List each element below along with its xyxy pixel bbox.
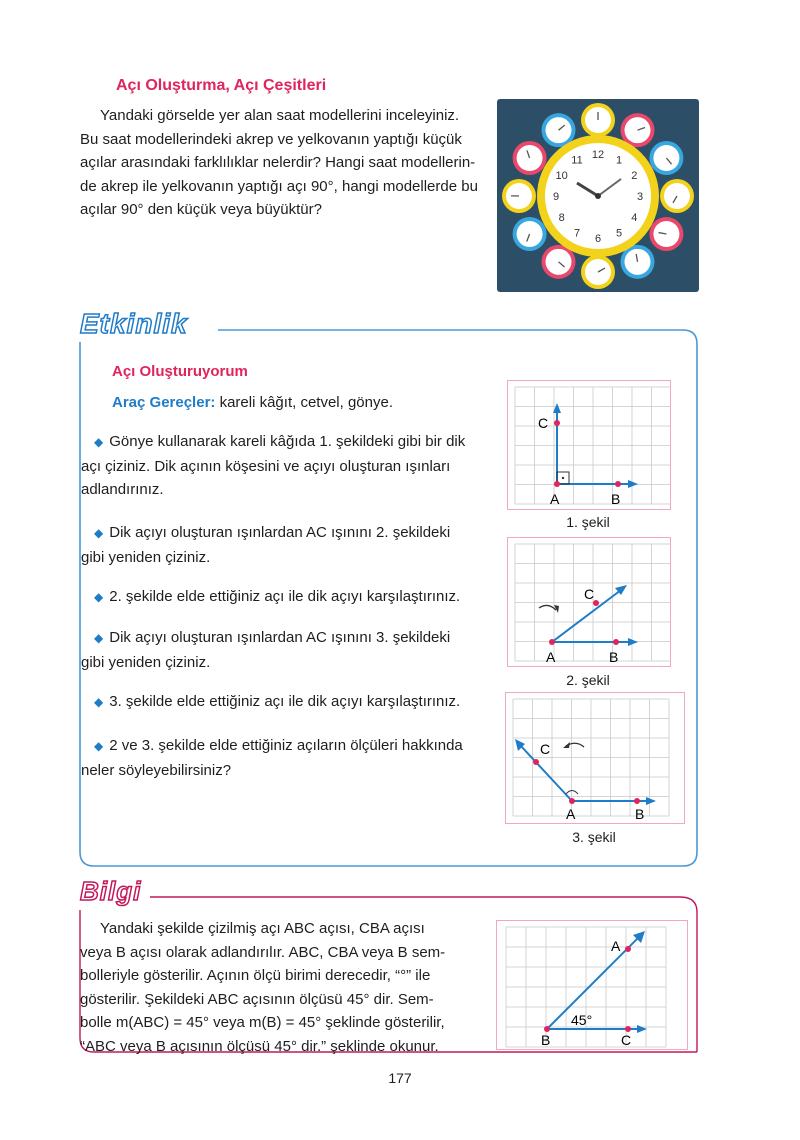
intro-line: Yandaki görselde yer alan saat modellerini inceleyiniz. bbox=[100, 107, 460, 124]
intro-line: Bu saat modellerindeki akrep ve yelkovanın yaptığı küçük bbox=[80, 130, 462, 148]
clock-number: 4 bbox=[631, 212, 638, 224]
tools-value: kareli kâğıt, cetvel, gönye. bbox=[219, 394, 394, 411]
bilgi-line: bolle m(ABC) = 45° veya m(B) = 45° şeklinde gösterilir, bbox=[80, 1014, 445, 1031]
intro-line: açılar arasındaki farklılıklar nelerdir? Hangi saat modellerin- bbox=[80, 154, 476, 171]
clock-number: 12 bbox=[591, 149, 605, 161]
label-c: C bbox=[584, 586, 595, 602]
label-b: B bbox=[541, 1032, 551, 1048]
bilgi-line: gösterilir. Şekildeki ABC açısının ölçüsü 45° dir. Sem- bbox=[80, 990, 434, 1008]
bilgi-line: veya B açısı olarak adlandırılır. ABC, CBA veya B sem- bbox=[80, 943, 446, 961]
bullet-text: 3. şekilde elde ettiğiniz açı ile dik açıyı karşılaştırınız. bbox=[109, 693, 461, 710]
intro-line: açılar 90° den küçük veya büyüktür? bbox=[80, 201, 322, 218]
clock-number: 10 bbox=[555, 170, 568, 182]
arrow-head bbox=[637, 1025, 647, 1033]
diamond-icon: ◆ bbox=[94, 590, 104, 604]
label-a: A bbox=[550, 491, 560, 507]
bilgi-line: bolleriyle gösterilir. Açının ölçü birimi derecedir, “°” ile bbox=[80, 967, 431, 984]
label-b: B bbox=[609, 649, 619, 665]
bullet-text: Gönye kullanarak kareli kâğıda 1. şekildeki gibi bir dik bbox=[109, 433, 466, 450]
bullet-text: Dik açıyı oluşturan ışınlardan AC ışınını 3. şekildeki bbox=[109, 629, 451, 646]
diamond-icon: ◆ bbox=[94, 526, 104, 540]
clock-number: 6 bbox=[594, 233, 602, 245]
label-c: C bbox=[621, 1032, 632, 1048]
bullet-text: gibi yeniden çiziniz. bbox=[81, 548, 211, 566]
etkinlik-header: Etkinlik bbox=[80, 308, 188, 339]
bilgi-line: “ABC veya B açısının ölçüsü 45° dir.” şeklinde okunur. bbox=[80, 1037, 439, 1055]
intro-title: Açı Oluşturma, Açı Çeşitleri bbox=[116, 77, 327, 94]
clock-number: 5 bbox=[615, 227, 623, 240]
diamond-icon: ◆ bbox=[94, 695, 104, 709]
bullet-text: Dik açıyı oluşturan ışınlardan AC ışınını 2. şekildeki bbox=[109, 524, 451, 541]
diamond-icon: ◆ bbox=[94, 739, 104, 753]
bullet-text: neler söyleyebilirsiniz? bbox=[81, 761, 232, 779]
diamond-icon: ◆ bbox=[94, 631, 104, 645]
bullet-text: adlandırınız. bbox=[81, 481, 164, 498]
bilgi-header: Bilgi bbox=[80, 876, 142, 906]
label-b: B bbox=[635, 806, 645, 822]
figure-1-caption: 1. şekil bbox=[566, 514, 610, 530]
clock-number: 3 bbox=[636, 191, 644, 203]
clock-number: 7 bbox=[573, 227, 581, 240]
angle-label: 45° bbox=[571, 1012, 593, 1028]
intro-line: de akrep ile yelkovanın yaptığı açı 90°, hangi modellerde bu bbox=[80, 177, 478, 195]
clock-number: 9 bbox=[552, 191, 560, 203]
label-a: A bbox=[611, 938, 621, 954]
label-c: C bbox=[538, 415, 549, 431]
bilgi-figure-frame bbox=[496, 920, 688, 1050]
bullet-text: 2 ve 3. şekilde elde ettiğiniz açıların ölçüleri hakkında bbox=[109, 737, 463, 754]
point-a bbox=[625, 946, 631, 952]
figure-2-caption: 2. şekil bbox=[566, 672, 610, 688]
bullet-text: 2. şekilde elde ettiğiniz açı ile dik açıyı karşılaştırınız. bbox=[109, 588, 461, 605]
bilgi-line: Yandaki şekilde çizilmiş açı ABC açısı, CBA açısı bbox=[100, 920, 425, 937]
bilgi-figure-svg bbox=[497, 921, 687, 1049]
ray-ba bbox=[547, 937, 639, 1029]
diamond-icon: ◆ bbox=[94, 435, 104, 449]
label-a: A bbox=[546, 649, 556, 665]
etkinlik-subtitle: Açı Oluşturuyorum bbox=[112, 363, 248, 380]
label-b: B bbox=[611, 491, 621, 507]
tools-label: Araç Gereçler: bbox=[112, 394, 216, 411]
bullet-text: açı çiziniz. Dik açının köşesini ve açıyı oluşturan ışınları bbox=[81, 457, 451, 475]
page-number: 177 bbox=[388, 1070, 412, 1086]
clock-number: 2 bbox=[631, 170, 638, 182]
clock-number: 8 bbox=[558, 212, 565, 224]
label-c: C bbox=[540, 741, 551, 757]
bullet-text: gibi yeniden çiziniz. bbox=[81, 653, 211, 671]
label-a: A bbox=[566, 806, 576, 822]
clock-number: 1 bbox=[615, 154, 623, 167]
bilgi-paragraph bbox=[80, 917, 490, 1058]
figure-3-caption: 3. şekil bbox=[572, 829, 616, 845]
clock-number: 11 bbox=[571, 154, 583, 167]
